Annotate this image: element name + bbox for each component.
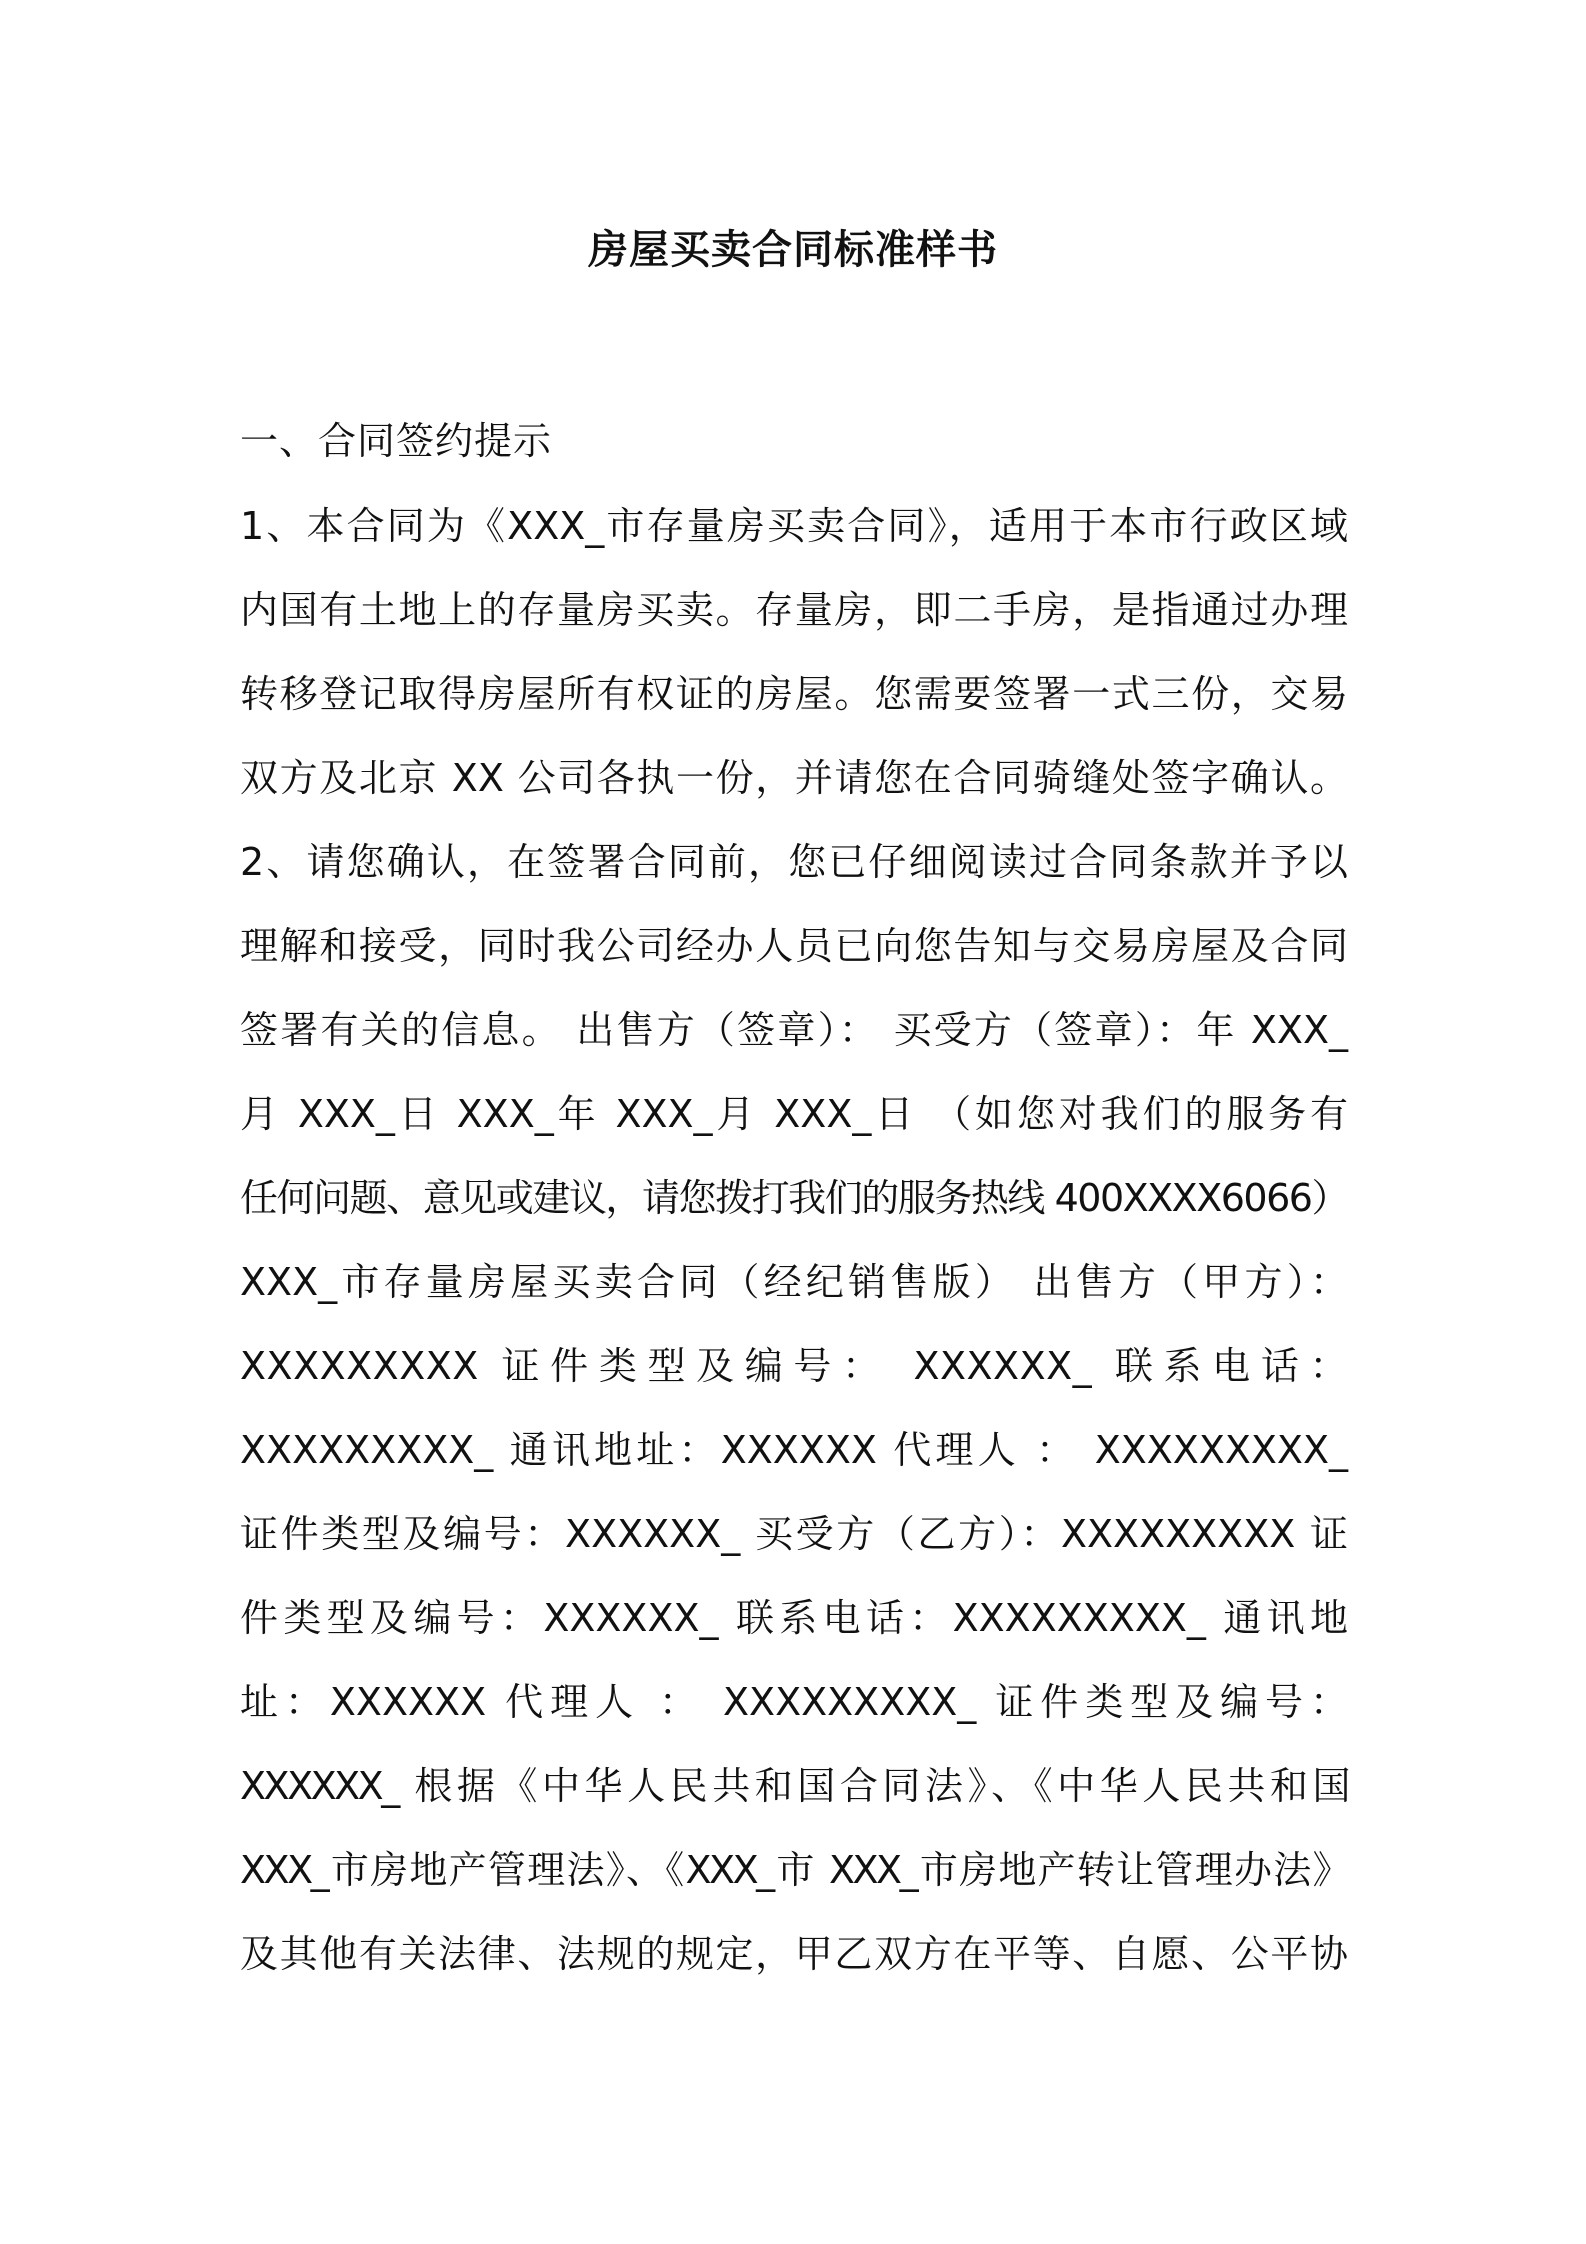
- text-line: 双方及北京 XX 公司各执一份，并请您在合同骑缝处签字确认。: [240, 756, 1348, 800]
- text-line: XXX_市存量房屋买卖合同（经纪销售版） 出售方（甲方）：: [240, 1260, 1348, 1304]
- text-line: 月 XXX_日 XXX_年 XXX_月 XXX_日 （如您对我们的服务有: [240, 1092, 1348, 1136]
- text-line: 转移登记取得房屋所有权证的房屋。您需要签署一式三份，交易: [240, 672, 1348, 716]
- text-line: 证件类型及编号：XXXXXX_ 买受方（乙方）：XXXXXXXXX 证: [240, 1512, 1348, 1556]
- text-line: 1、本合同为《XXX_市存量房买卖合同》，适用于本市行政区域: [240, 504, 1348, 548]
- text-line: 理解和接受，同时我公司经办人员已向您告知与交易房屋及合同: [240, 924, 1348, 968]
- text-line: 任何问题、意见或建议，请您拨打我们的服务热线 400XXXX6066）: [240, 1176, 1348, 1220]
- text-line: 及其他有关法律、法规的规定，甲乙双方在平等、自愿、公平协: [240, 1932, 1348, 1976]
- text-line: XXX_市房地产管理法》、《XXX_市 XXX_市房地产转让管理办法》: [240, 1848, 1348, 1892]
- text-line: 址：XXXXXX 代理人 ： XXXXXXXXX_ 证件类型及编号：: [240, 1680, 1348, 1724]
- text-line: XXXXXX_ 根据《中华人民共和国合同法》、《中华人民共和国: [240, 1764, 1348, 1808]
- text-line: 件类型及编号：XXXXXX_ 联系电话：XXXXXXXXX_ 通讯地: [240, 1596, 1348, 1640]
- text-line: 内国有土地上的存量房买卖。存量房，即二手房，是指通过办理: [240, 588, 1348, 632]
- text-line: XXXXXXXXX 证件类型及编号： XXXXXX_ 联系电话：: [240, 1344, 1348, 1388]
- text-line: XXXXXXXXX_ 通讯地址：XXXXXX 代理人 ： XXXXXXXXX_: [240, 1428, 1348, 1472]
- text-line: 2、请您确认，在签署合同前，您已仔细阅读过合同条款并予以: [240, 840, 1348, 884]
- section-heading: 一、合同签约提示: [240, 419, 553, 463]
- text-line: 签署有关的信息。 出售方（签章）： 买受方（签章）：年 XXX_: [240, 1008, 1348, 1052]
- document-title: 房屋买卖合同标准样书: [588, 227, 998, 273]
- document-body: [240, 484, 1348, 1996]
